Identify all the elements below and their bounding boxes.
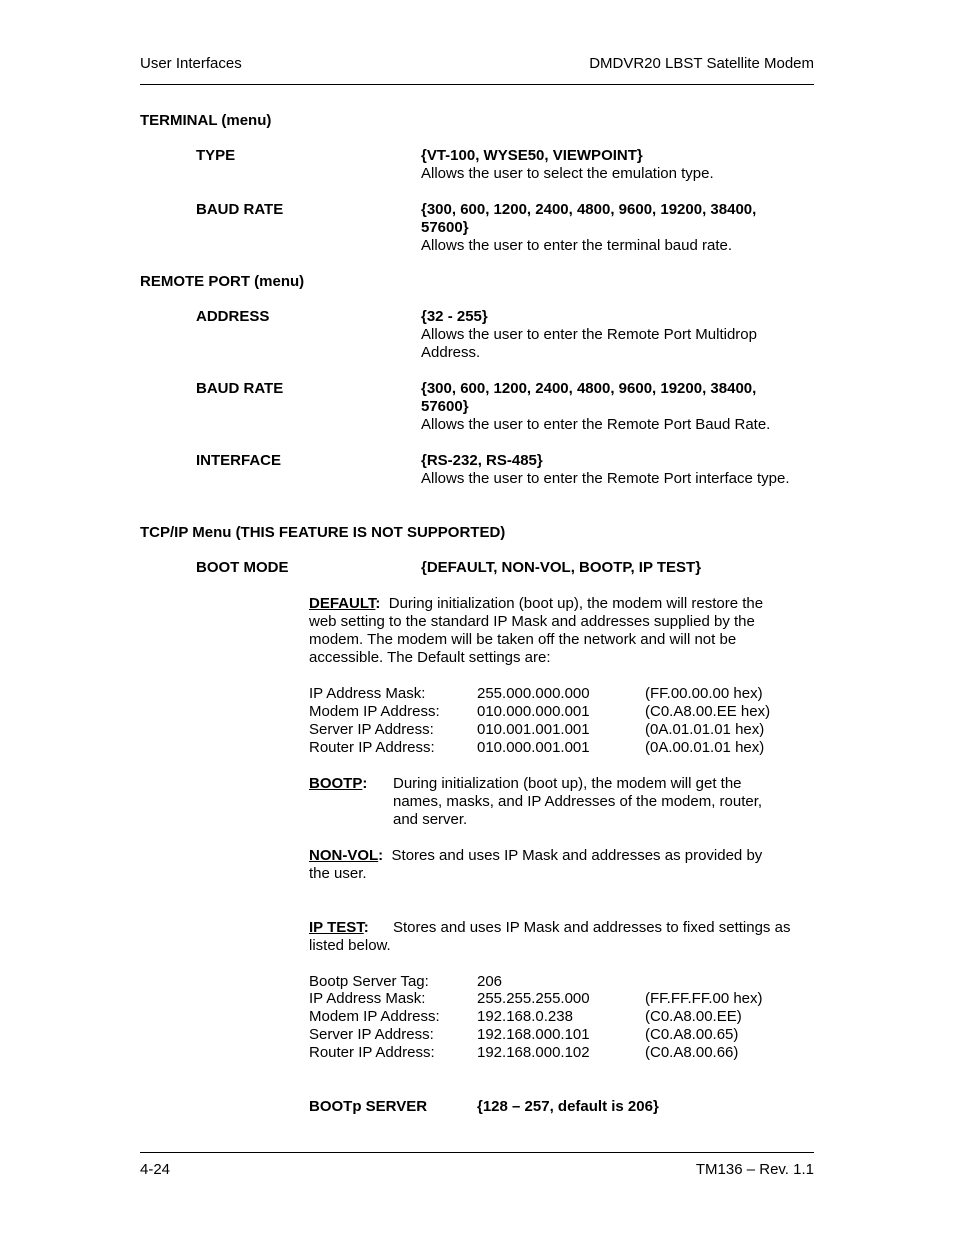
terminal-baud-options-1: {300, 600, 1200, 2400, 4800, 9600, 19200, 38400, <box>421 201 757 218</box>
footer-divider <box>140 1152 814 1153</box>
terminal-type-label: TYPE <box>196 147 236 164</box>
nonvol-line-1: Stores and uses IP Mask and addresses as provided by <box>391 847 763 864</box>
bootp-line-2: names, masks, and IP Addresses of the modem, router, <box>393 793 763 810</box>
bootp-line-3: and server. <box>393 811 468 828</box>
remote-baud-options-2: 57600} <box>421 398 469 415</box>
iptest-term-wrap <box>309 919 369 937</box>
default-row-value: 255.000.000.000 <box>477 685 590 702</box>
boot-mode-options: {DEFAULT, NON-VOL, BOOTP, IP TEST} <box>421 559 702 576</box>
default-row-hex: (0A.00.01.01 hex) <box>645 739 765 756</box>
bootp-term-wrap <box>309 775 367 793</box>
iptest-row-hex: (C0.A8.00.66) <box>645 1044 739 1061</box>
remote-interface-desc: Allows the user to enter the Remote Port interface type. <box>421 470 790 487</box>
remote-address-desc-2: Address. <box>421 344 481 361</box>
iptest-colon: : <box>363 919 369 936</box>
nonvol-line-2: the user. <box>309 865 367 882</box>
remote-address-options: {32 - 255} <box>421 308 488 325</box>
iptest-row-value: 255.255.255.000 <box>477 990 590 1007</box>
bootp-colon: : <box>362 775 368 792</box>
bootp-server-label: BOOTp SERVER <box>309 1098 428 1115</box>
default-term: DEFAULT <box>309 595 376 612</box>
iptest-row-label: Bootp Server Tag: <box>309 973 429 990</box>
bootp-term: BOOTP <box>309 775 363 792</box>
remote-baud-options-1: {300, 600, 1200, 2400, 4800, 9600, 19200, 38400, <box>421 380 757 397</box>
header-divider <box>140 84 814 85</box>
iptest-row-value: 192.168.0.238 <box>477 1008 573 1025</box>
default-colon: : <box>375 595 381 612</box>
iptest-row-label: IP Address Mask: <box>309 990 426 1007</box>
bootp-server-options: {128 – 257, default is 206} <box>477 1098 659 1115</box>
bootp-line-1: During initialization (boot up), the modem will get the <box>393 775 742 792</box>
iptest-row-value: 192.168.000.102 <box>477 1044 590 1061</box>
remote-heading: REMOTE PORT (menu) <box>140 273 305 290</box>
default-row-hex: (FF.00.00.00 hex) <box>645 685 763 702</box>
header-right: DMDVR20 LBST Satellite Modem <box>589 55 814 72</box>
default-line-4: accessible. The Default settings are: <box>309 649 551 666</box>
terminal-baud-options-2: 57600} <box>421 219 469 236</box>
remote-baud-desc: Allows the user to enter the Remote Port Baud Rate. <box>421 416 771 433</box>
footer-doc-revision: TM136 – Rev. 1.1 <box>695 1161 814 1178</box>
remote-interface-label: INTERFACE <box>196 452 282 469</box>
iptest-row-label: Router IP Address: <box>309 1044 435 1061</box>
nonvol-term: NON-VOL <box>309 847 379 864</box>
default-row-value: 010.000.000.001 <box>477 703 590 720</box>
iptest-row-label: Server IP Address: <box>309 1026 434 1043</box>
terminal-heading: TERMINAL (menu) <box>140 112 272 129</box>
terminal-baud-label: BAUD RATE <box>196 201 284 218</box>
iptest-row-label: Modem IP Address: <box>309 1008 440 1025</box>
iptest-row-value: 206 <box>477 973 503 990</box>
default-paragraph-line-1 <box>309 595 763 613</box>
default-line-2: web setting to the standard IP Mask and addresses supplied by the <box>309 613 755 630</box>
boot-mode-label: BOOT MODE <box>196 559 289 576</box>
terminal-baud-desc: Allows the user to enter the terminal baud rate. <box>421 237 733 254</box>
default-row-hex: (C0.A8.00.EE hex) <box>645 703 771 720</box>
terminal-type-options: {VT-100, WYSE50, VIEWPOINT} <box>421 147 643 164</box>
iptest-row-hex: (C0.A8.00.65) <box>645 1026 739 1043</box>
default-row-value: 010.001.001.001 <box>477 721 590 738</box>
iptest-row-hex: (C0.A8.00.EE) <box>645 1008 742 1025</box>
tcpip-heading: TCP/IP Menu (THIS FEATURE IS NOT SUPPORTED) <box>140 524 506 541</box>
iptest-row-hex: (FF.FF.FF.00 hex) <box>645 990 763 1007</box>
terminal-type-desc: Allows the user to select the emulation type. <box>421 165 714 182</box>
remote-interface-options: {RS-232, RS-485} <box>421 452 543 469</box>
remote-baud-label: BAUD RATE <box>196 380 284 397</box>
default-row-value: 010.000.001.001 <box>477 739 590 756</box>
default-row-label: IP Address Mask: <box>309 685 426 702</box>
default-row-hex: (0A.01.01.01 hex) <box>645 721 765 738</box>
iptest-row-value: 192.168.000.101 <box>477 1026 590 1043</box>
remote-address-desc-1: Allows the user to enter the Remote Port Multidrop <box>421 326 757 343</box>
nonvol-colon: : <box>378 847 384 864</box>
default-row-label: Router IP Address: <box>309 739 435 756</box>
iptest-term: IP TEST <box>309 919 364 936</box>
default-line-3: modem. The modem will be taken off the network and will not be <box>309 631 737 648</box>
default-row-label: Modem IP Address: <box>309 703 440 720</box>
iptest-line-1: Stores and uses IP Mask and addresses to fixed settings as <box>393 919 791 936</box>
default-row-label: Server IP Address: <box>309 721 434 738</box>
remote-address-label: ADDRESS <box>196 308 270 325</box>
iptest-line-2: listed below. <box>309 937 391 954</box>
header-left: User Interfaces <box>140 55 242 72</box>
nonvol-paragraph-line-1 <box>309 847 762 865</box>
default-line-1: During initialization (boot up), the modem will restore the <box>388 595 764 612</box>
footer-page-number: 4-24 <box>140 1161 171 1178</box>
